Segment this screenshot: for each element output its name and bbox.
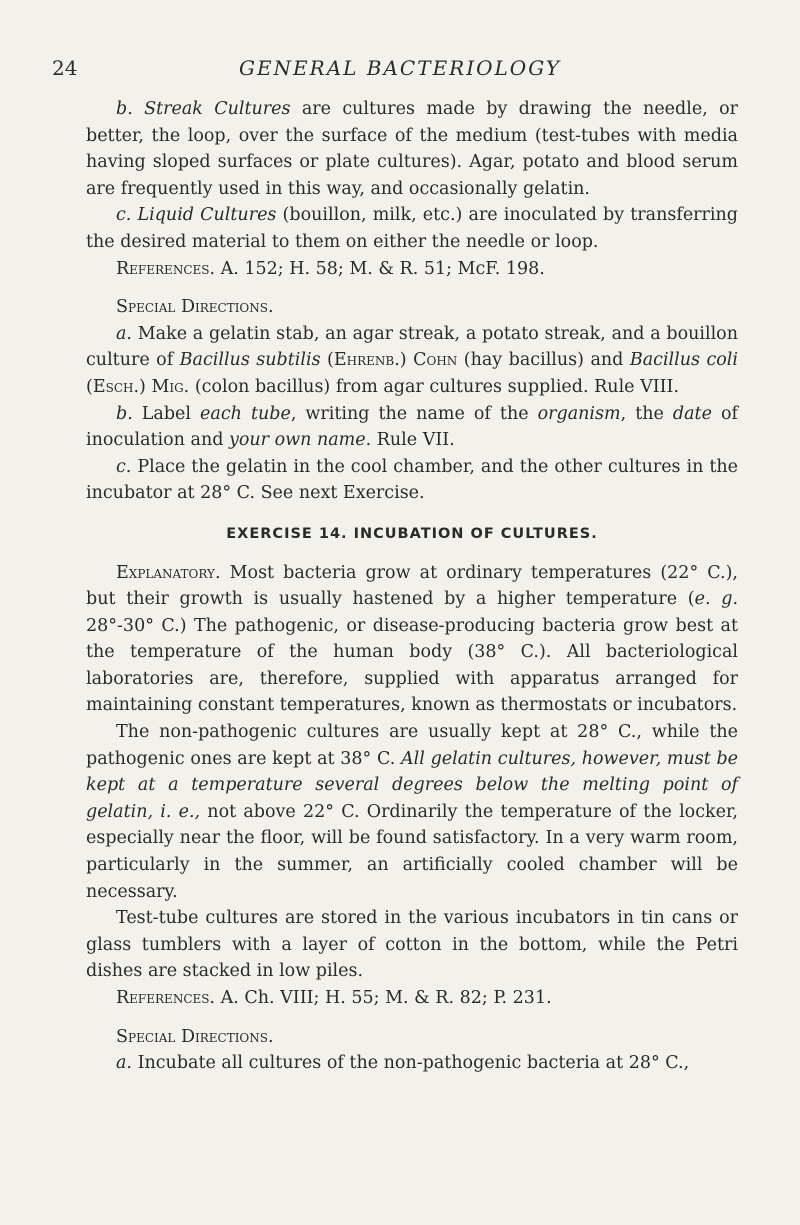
direction-b: b. Label each tube, writing the name of the organism, the date of inoculation and your own name. Rule VII.	[86, 403, 738, 451]
term-streak-cultures: Streak Cultures	[144, 99, 291, 119]
running-title: GENERAL BACTERIOLOGY	[238, 56, 562, 80]
explanatory-label: Explanatory.	[116, 562, 221, 583]
term-liquid-cultures: Liquid Cultures	[137, 205, 277, 226]
paragraph-non-pathogenic: The non-pathogenic cultures are usually kept at 28° C., while the pathogenic ones are kept at 38° C. All gelatin cultures, however, must be kept at a temperature several degrees below the melting point of gelatin, i. e., not above 22° C. Ordinarily the temperature of the locker, especially near the floor, will be found satisfactory. In a very warm room, particularly in the summer, an artificially cooled chamber will be necessary.	[86, 722, 738, 902]
item-letter: b.	[116, 99, 133, 119]
paragraph-explanatory: Explanatory. Most bacteria grow at ordinary temperatures (22° C.), but their growth is usually hastened by a higher temperature (e. g. 28°-30° C.) The pathogenic, or disease-producing bacteria grow best at the temperature of the human body (38° C.). All bacteriological laboratories are, therefore, supplied with apparatus arranged for maintaining constant temperatures, known as thermostats or incubators.	[86, 562, 739, 716]
exercise-heading: EXERCISE 14. INCUBATION OF CULTURES.	[226, 525, 598, 542]
paragraph-streak-cultures: b. Streak Cultures are cultures made by drawing the needle, or better, the loop, over the surface of the medium (test-tubes with media having sloped surfaces or plate cultures). Agar, potato and blood serum are frequently used in this way, and occasionally gelatin.	[86, 99, 738, 199]
direction-a: a. Incubate all cultures of the non-pathogenic bacteria at 28° C.,	[116, 1053, 690, 1074]
references-label: References.	[116, 988, 216, 1008]
references-label: References.	[116, 258, 216, 279]
references-line: References. A. 152; H. 58; M. & R. 51; McF. 198.	[116, 258, 545, 279]
item-letter: c.	[116, 205, 132, 226]
paragraph-liquid-cultures: c. Liquid Cultures (bouillon, milk, etc.) are inoculated by transferring the desired material to them on either the needle or loop.	[86, 205, 738, 252]
page-number: 24	[52, 56, 78, 80]
direction-a: a. Make a gelatin stab, an agar streak, a potato streak, and a bouillon culture of Bacillus subtilis (Ehrenb.) Cohn (hay bacillus) and Bacillus coli (Esch.) Mig. (colon bacillus) from agar cultures supplied. Rule VIII.	[86, 323, 738, 397]
page-header	[52, 56, 748, 86]
special-directions-heading: Special Directions.	[116, 1026, 274, 1047]
paragraph-test-tube: Test-tube cultures are stored in the various incubators in tin cans or glass tumblers with a layer of cotton in the bottom, while the Petri dishes are stacked in low piles.	[86, 908, 738, 982]
special-directions-heading: Special Directions.	[116, 297, 274, 318]
references-line: References. A. Ch. VIII; H. 55; M. & R. 82; P. 231.	[116, 988, 552, 1008]
page-body	[86, 96, 738, 1077]
direction-c: c. Place the gelatin in the cool chamber, and the other cultures in the incubator at 28° C. See next Exercise.	[86, 456, 738, 504]
